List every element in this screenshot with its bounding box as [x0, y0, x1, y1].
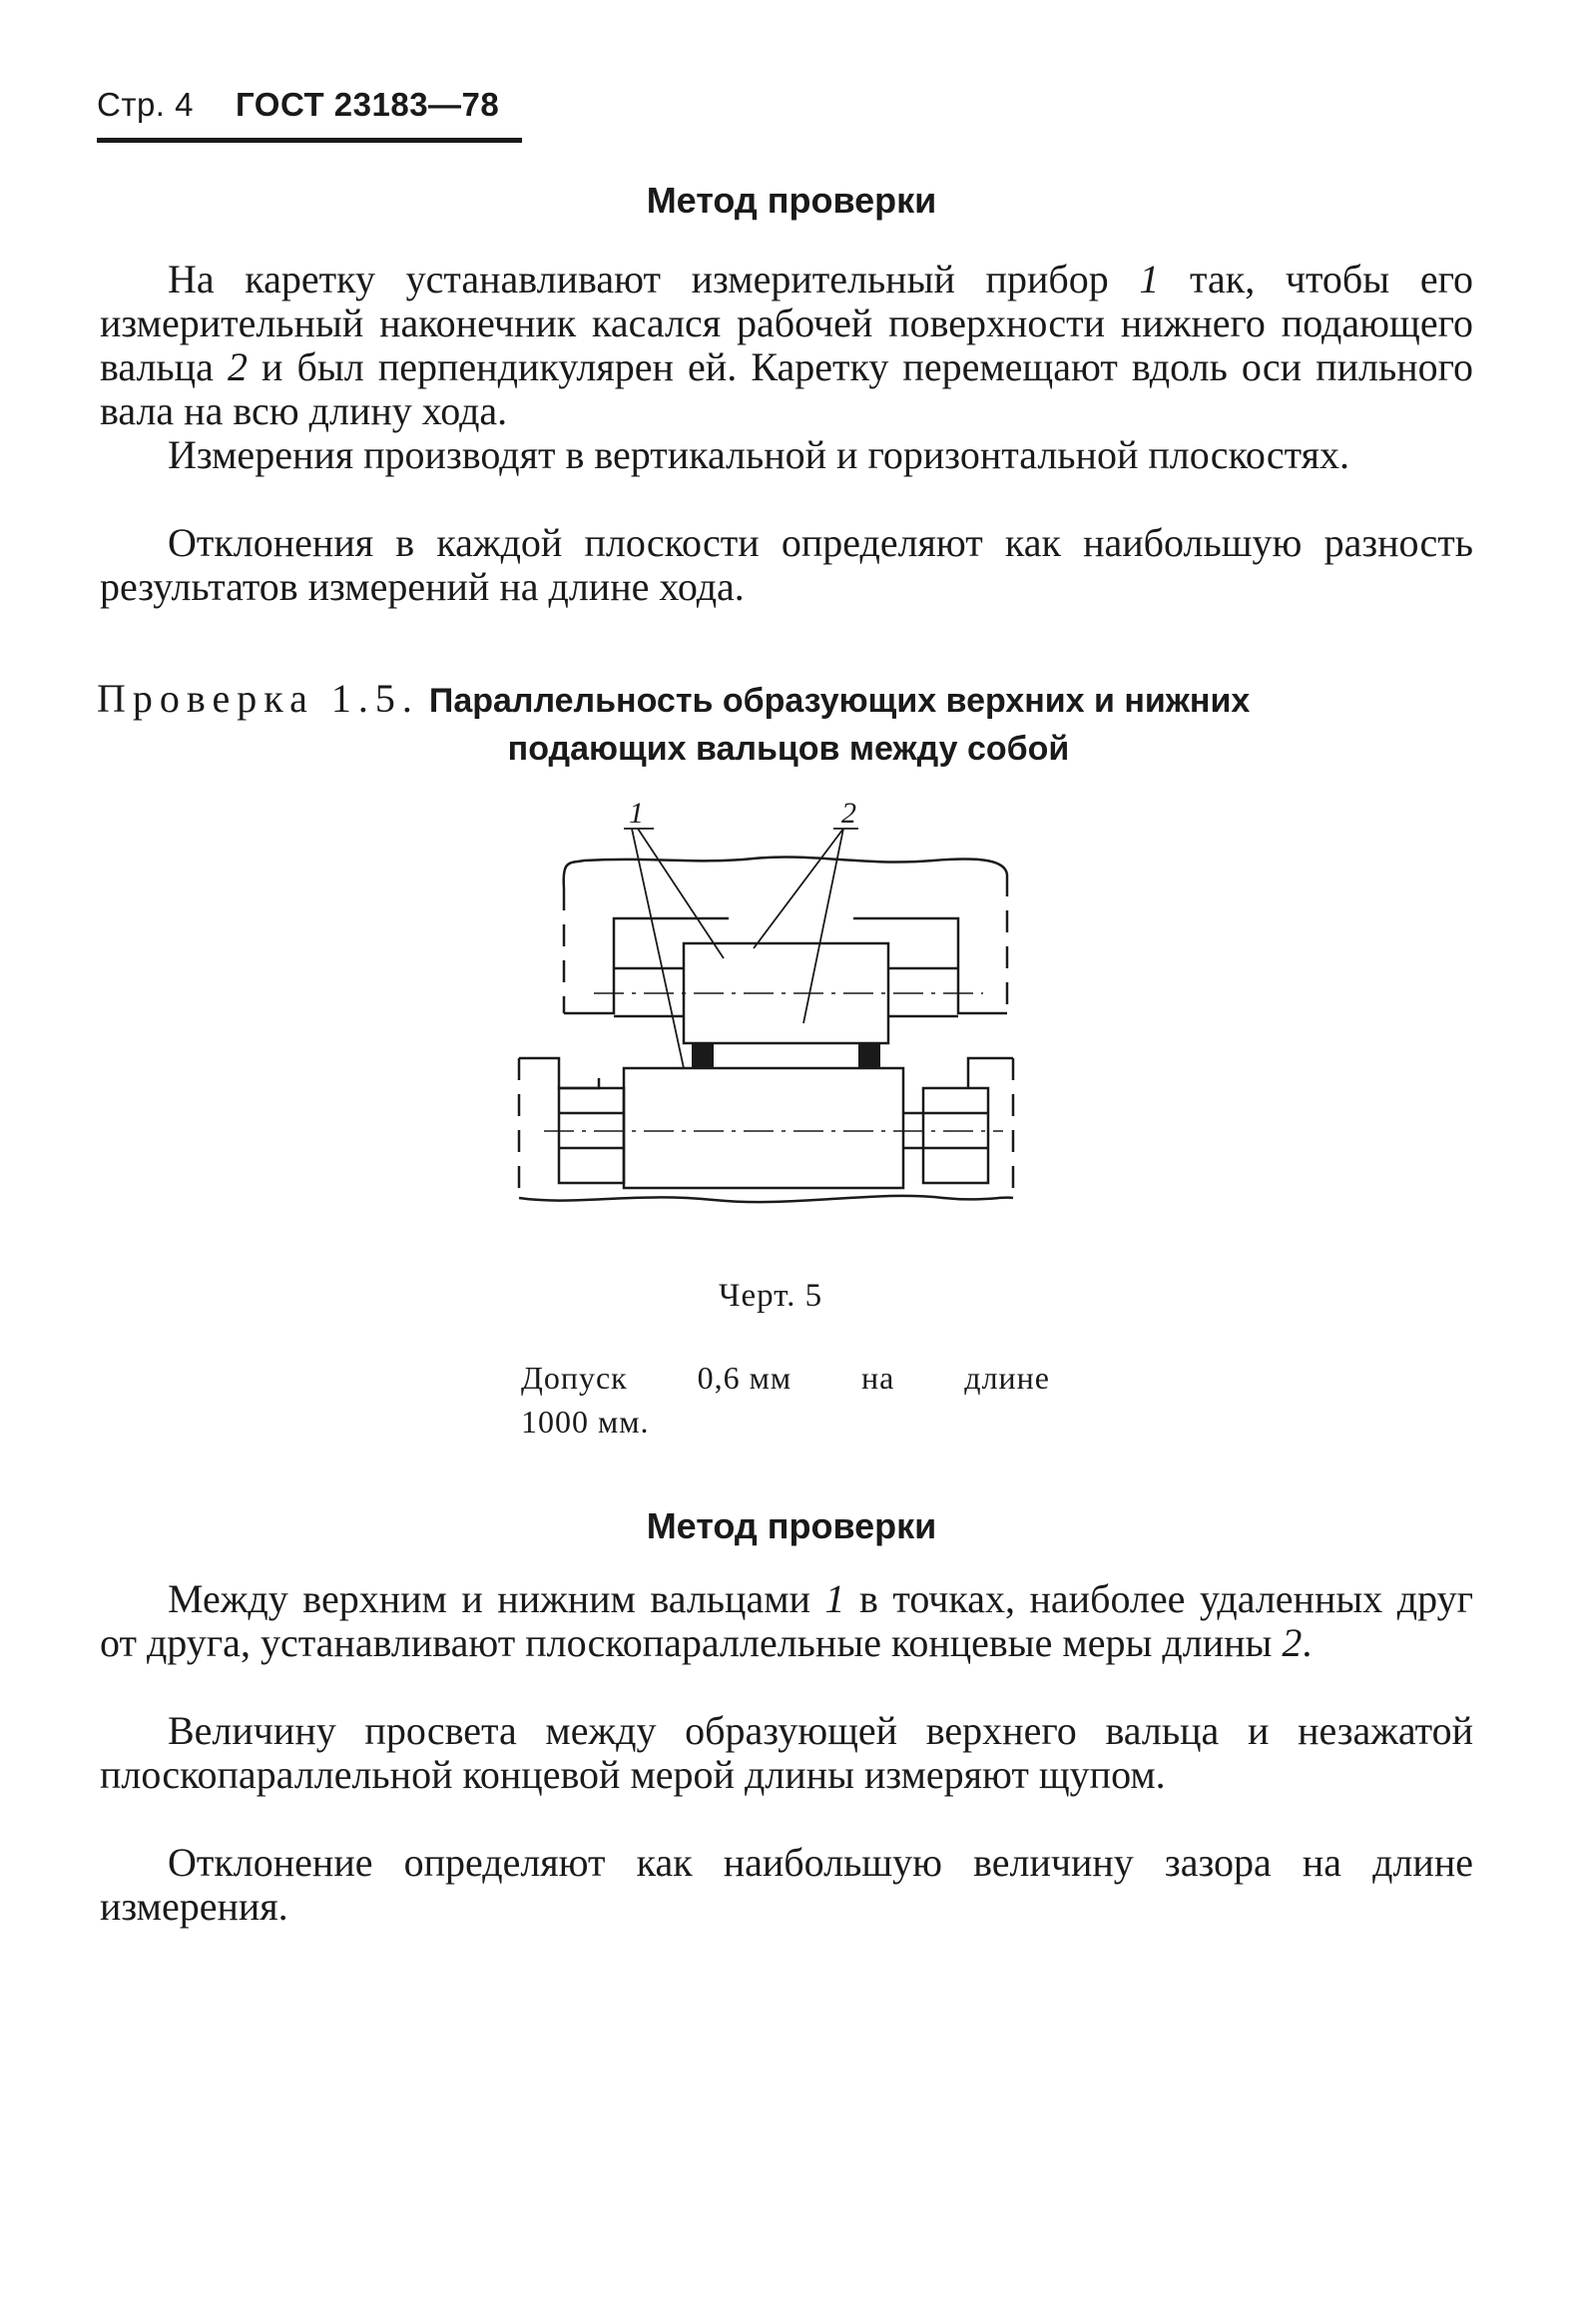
callout-1: 1	[629, 797, 644, 830]
check-title	[97, 676, 1480, 768]
check-label: Проверка 1.5.	[97, 676, 419, 721]
drawing-figure-5	[514, 789, 1073, 1248]
ref-2b: 2	[1282, 1620, 1303, 1665]
paragraph-4: Между верхним и нижним вальцами 1 в точках, наиболее удаленных друг от друга, устанавливают плоскопараллельные концевые меры длины 2.	[100, 1576, 1473, 1665]
callout-2: 2	[841, 797, 856, 830]
gauge-block-right	[858, 1043, 880, 1068]
tolerance-word-3: на	[861, 1360, 895, 1396]
upper-frame-break-line	[564, 857, 1007, 888]
paragraph-5: Величину просвета между образующей верхнего вальца и незажатой плоскопараллельной концевой мерой длины измеряют щупом.	[100, 1708, 1473, 1797]
check-title-line1: Параллельность образующих верхних и нижних	[428, 682, 1251, 720]
paragraph-6: Отклонение определяют как наибольшую величину зазора на длине измерения.	[100, 1840, 1473, 1929]
tolerance-word-4: длине	[964, 1360, 1050, 1396]
lower-right-housing	[923, 1088, 988, 1183]
ref-2: 2	[227, 344, 248, 389]
check-title-line2: подающих вальцов между собой	[507, 730, 1070, 768]
leader-1	[624, 829, 724, 1068]
upper-frame-right-body	[853, 918, 1007, 1013]
lower-frame-break-line	[519, 1196, 1013, 1202]
lower-frame-top	[519, 1058, 1013, 1088]
drawing-svg	[514, 789, 1073, 1248]
paragraph-2: Измерения производят в вертикальной и горизонтальной плоскостях.	[168, 432, 1349, 477]
figure-caption: Черт. 5	[719, 1278, 823, 1314]
paragraph-1: На каретку устанавливают измерительный прибор 1 так, чтобы его измерительный наконечник касался рабочей поверхности нижнего подающего вальца 2 и был перпендикулярен ей. Каретку перемещают вдоль оси пильного вала на всю длину хода.	[100, 257, 1474, 433]
standard-number: ГОСТ 23183—78	[236, 86, 500, 123]
lower-roller	[624, 1068, 903, 1188]
ref-1b: 1	[824, 1576, 845, 1621]
upper-frame-left-body	[564, 918, 729, 1013]
tolerance-word-1: Допуск	[521, 1360, 628, 1396]
ref-1: 1	[1139, 257, 1160, 301]
lower-left-housing	[559, 1088, 624, 1183]
page-number: Стр. 4	[97, 86, 194, 123]
tolerance-length: 1000 мм.	[521, 1404, 650, 1440]
section-heading-1: Метод проверки	[646, 180, 937, 221]
gauge-block-left	[692, 1043, 714, 1068]
paragraph-3: Отклонения в каждой плоскости определяют как наибольшую разность результатов измерений на длине хода.	[100, 520, 1473, 609]
tolerance-value: 0,6 мм	[697, 1360, 792, 1396]
tolerance-block	[521, 1356, 1050, 1444]
section-heading-2: Метод проверки	[646, 1505, 937, 1546]
header-rule	[97, 138, 522, 143]
page-header	[97, 86, 499, 124]
